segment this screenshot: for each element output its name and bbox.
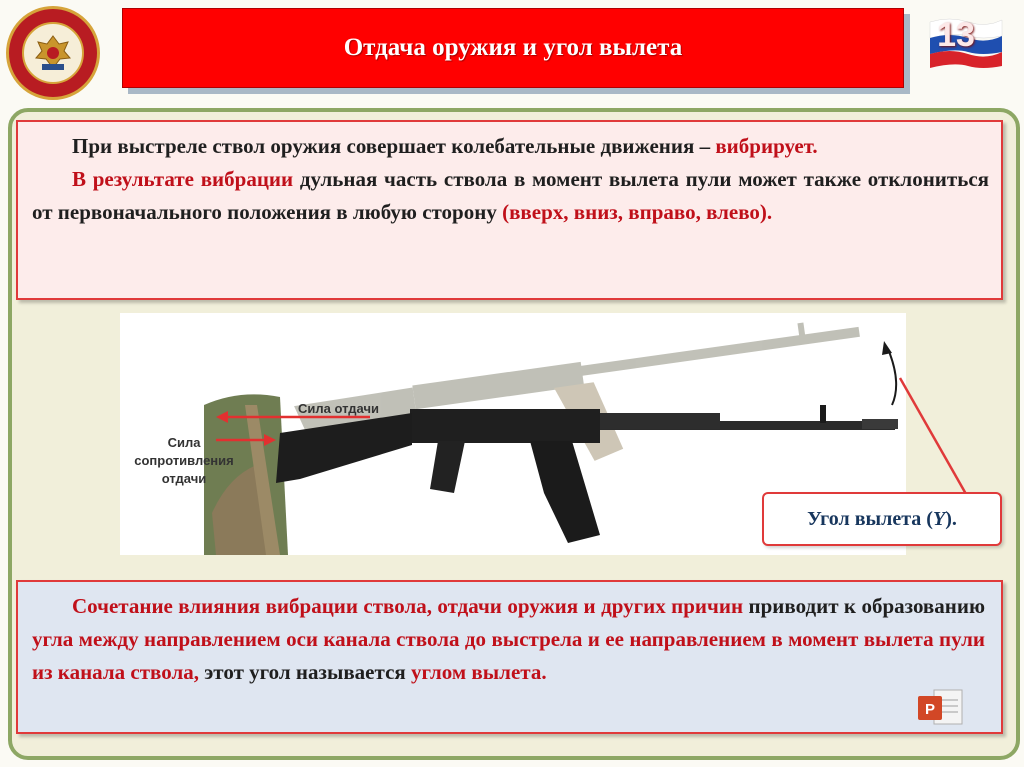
b-text-2: этот угол называется: [204, 660, 406, 684]
paragraph-deviation: [32, 163, 989, 229]
page-number: 13: [937, 16, 975, 54]
deflection-arc: [888, 349, 896, 405]
departure-angle-callout: [762, 492, 1002, 546]
bottom-text-box: [16, 580, 1003, 734]
callout-prefix: Угол вылета (: [807, 507, 933, 530]
label-resistance-3: отдачи: [161, 471, 207, 486]
powerpoint-icon[interactable]: [916, 688, 966, 728]
p2-text: дульная часть ствола в момент вылета пули может также отклониться от первоначального положения в любую сторону: [32, 167, 989, 224]
b-highlight-3: углом вылета.: [411, 660, 547, 684]
svg-text:P: P: [924, 701, 936, 718]
top-text-box: [16, 120, 1003, 300]
deflected-rifle: [292, 315, 871, 501]
p1-highlight: вибрирует.: [715, 134, 818, 158]
p2-directions: (вверх, вниз, вправо, влево).: [502, 200, 773, 224]
b-text-1: приводит к образованию: [748, 594, 986, 618]
emblem-icon: [6, 6, 100, 100]
p2-highlight: В результате вибрации: [72, 167, 294, 191]
b-highlight-1: Сочетание влияния вибрации ствола, отдачи оружия и других причин: [72, 594, 744, 618]
b-highlight-2: угла между направлением оси канала ствола до выстрела и ее направлением в момент вылета пули из канала ствола,: [32, 627, 985, 684]
label-resistance-2: сопротивления: [134, 453, 234, 468]
paragraph-conclusion: [32, 590, 985, 689]
title-bar: [122, 8, 904, 88]
paragraph-vibration: [32, 130, 989, 163]
label-resistance-1: Сила: [167, 435, 201, 450]
callout-symbol: Y: [932, 507, 946, 530]
p1-text: При выстреле ствол оружия совершает колебательные движения –: [72, 134, 711, 158]
slide-title: Отдача оружия и угол вылета: [343, 34, 683, 61]
callout-suffix: ).: [945, 507, 957, 530]
label-recoil-force: Сила отдачи: [298, 401, 379, 416]
